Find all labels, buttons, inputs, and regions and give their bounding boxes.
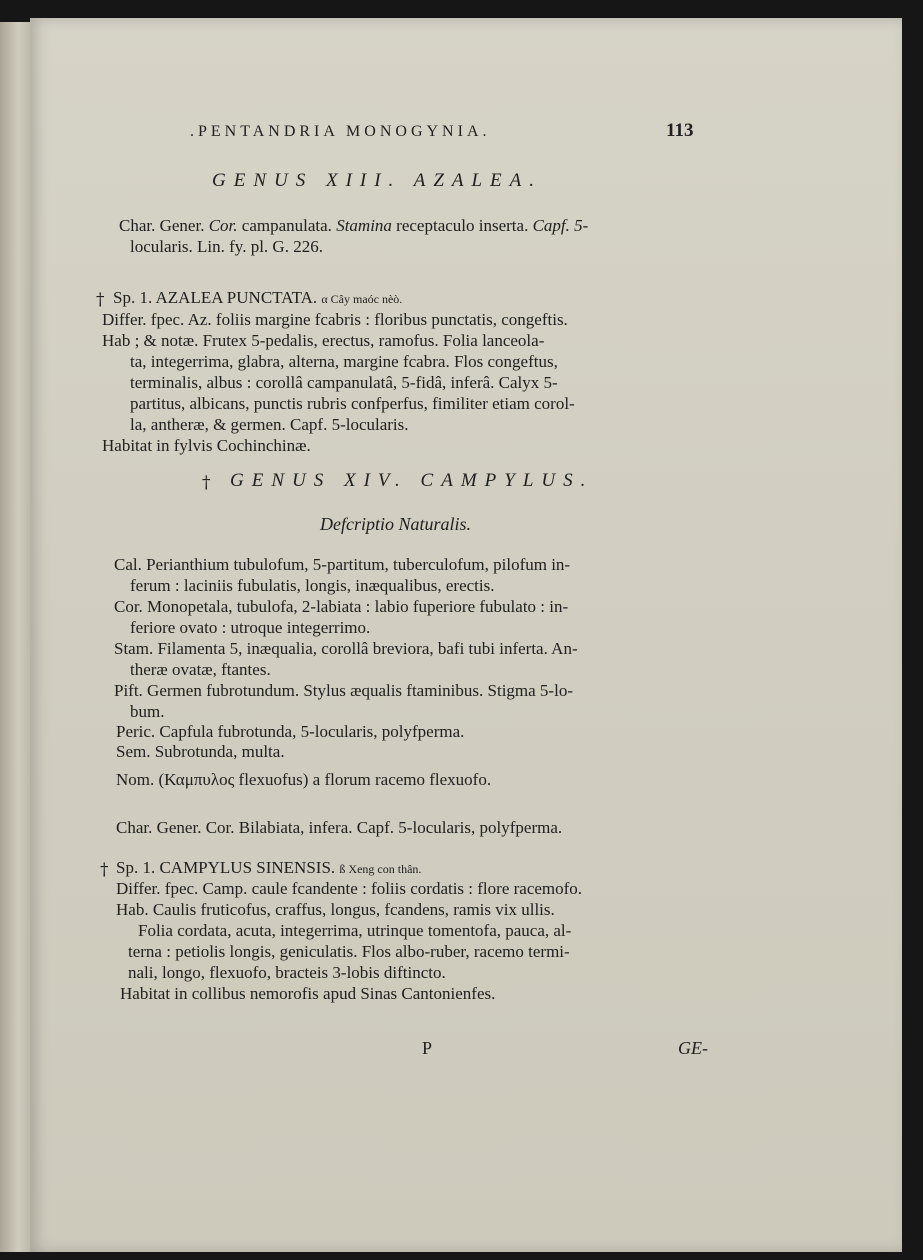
species-name: Sp. 1. CAMPYLUS SINENSIS.: [116, 858, 336, 877]
campylus-habitat: Habitat in collibus nemorofis apud Sinas Cantonienfes.: [120, 984, 496, 1003]
char-label: Char. Gener.: [119, 216, 205, 235]
nomenclature-line: Nom. (Καμπυλος flexuofus) a florum racemo flexuofo.: [116, 770, 492, 789]
genus-14-character: Char. Gener. Cor. Bilabiata, infera. Capf. 5-locularis, polyfperma.: [116, 818, 563, 837]
char-capsule: Capf. 5-: [532, 216, 589, 235]
species-name: Sp. 1. AZALEA PUNCTATA.: [113, 288, 318, 307]
genus-13-title: GENUS XIII. AZALEA.: [212, 170, 543, 191]
campylus-line: ferum : laciniis fubulatis, longis, inæqualibus, erectis.: [130, 576, 495, 595]
species-vernacular: ß Xeng con thân.: [339, 862, 422, 876]
genus-13-character-line-2: locularis. Lin. fy. pl. G. 226.: [130, 237, 323, 256]
campylus-line: Stam. Filamenta 5, inæqualia, corollâ breviora, bafi tubi inferta. An-: [114, 639, 578, 658]
running-title: .PENTANDRIA MONOGYNIA.: [190, 123, 491, 140]
char-cor-text: campanulata.: [241, 216, 332, 235]
azalea-line: Hab ; & notæ. Frutex 5-pedalis, erectus, ramofus. Folia lanceola-: [102, 331, 545, 350]
campylus-species-line: Hab. Caulis fruticofus, craffus, longus, fcandens, ramis vix ullis.: [116, 900, 555, 919]
campylus-line: feriore ovato : utroque integerrimo.: [130, 618, 371, 637]
species-vernacular: α Cây maóc nèò.: [321, 292, 403, 306]
azalea-habitat: Habitat in fylvis Cochinchinæ.: [102, 436, 311, 455]
catchword: GE-: [678, 1038, 708, 1058]
azalea-line: terminalis, albus : corollâ campanulatâ, 5-fidâ, inferâ. Calyx 5-: [130, 373, 558, 392]
signature-mark: P: [422, 1038, 433, 1058]
species-dagger: †: [100, 860, 109, 880]
char-stamina-text: receptaculo inserta.: [396, 216, 529, 235]
campylus-line: bum.: [130, 702, 165, 721]
campylus-line: Cal. Perianthium tubulofum, 5-partitum, tuberculofum, pilofum in-: [114, 555, 571, 574]
species-azalea-punctata-name: [113, 288, 402, 309]
species-campylus-sinensis-name: [116, 858, 421, 879]
campylus-species-line: terna : petiolis longis, geniculatis. Flos albo-ruber, racemo termi-: [128, 942, 570, 961]
char-cor: Cor.: [208, 216, 238, 235]
descriptio-naturalis-title: Defcriptio Naturalis.: [320, 514, 472, 534]
char-stamina: Stamina: [336, 216, 392, 235]
campylus-line: Pift. Germen fubrotundum. Stylus æqualis ftaminibus. Stigma 5-lo-: [114, 681, 573, 700]
campylus-species-line: nali, longo, flexuofo, bracteis 3-lobis diftincto.: [128, 963, 446, 982]
campylus-line: Sem. Subrotunda, multa.: [116, 742, 285, 761]
facing-page-edge: [0, 22, 31, 1252]
species-dagger: †: [96, 290, 105, 310]
campylus-line: Peric. Capfula fubrotunda, 5-locularis, polyfperma.: [116, 722, 465, 741]
book-page: [30, 18, 902, 1252]
azalea-line: partitus, albicans, punctis rubris confperfus, fimiliter etiam corol-: [130, 394, 575, 413]
genus-14-dagger: †: [202, 473, 211, 493]
azalea-line: la, antheræ, & germen. Capf. 5-locularis.: [130, 415, 409, 434]
azalea-line: ta, integerrima, glabra, alterna, margine fcabra. Flos congeftus,: [130, 352, 558, 371]
campylus-line: Cor. Monopetala, tubulofa, 2-labiata : labio fuperiore fubulato : in-: [114, 597, 569, 616]
campylus-species-line: Differ. fpec. Camp. caule fcandente : foliis cordatis : flore racemofo.: [116, 879, 583, 898]
campylus-line: theræ ovatæ, ftantes.: [130, 660, 271, 679]
azalea-line: Differ. fpec. Az. foliis margine fcabris : floribus punctatis, congeftis.: [102, 310, 568, 329]
page-number: 113: [666, 120, 694, 141]
genus-14-title: GENUS XIV. CAMPYLUS.: [230, 470, 594, 491]
campylus-species-line: Folia cordata, acuta, integerrima, utrinque tomentofa, pauca, al-: [138, 921, 572, 940]
genus-13-character-line-1: [119, 216, 588, 236]
